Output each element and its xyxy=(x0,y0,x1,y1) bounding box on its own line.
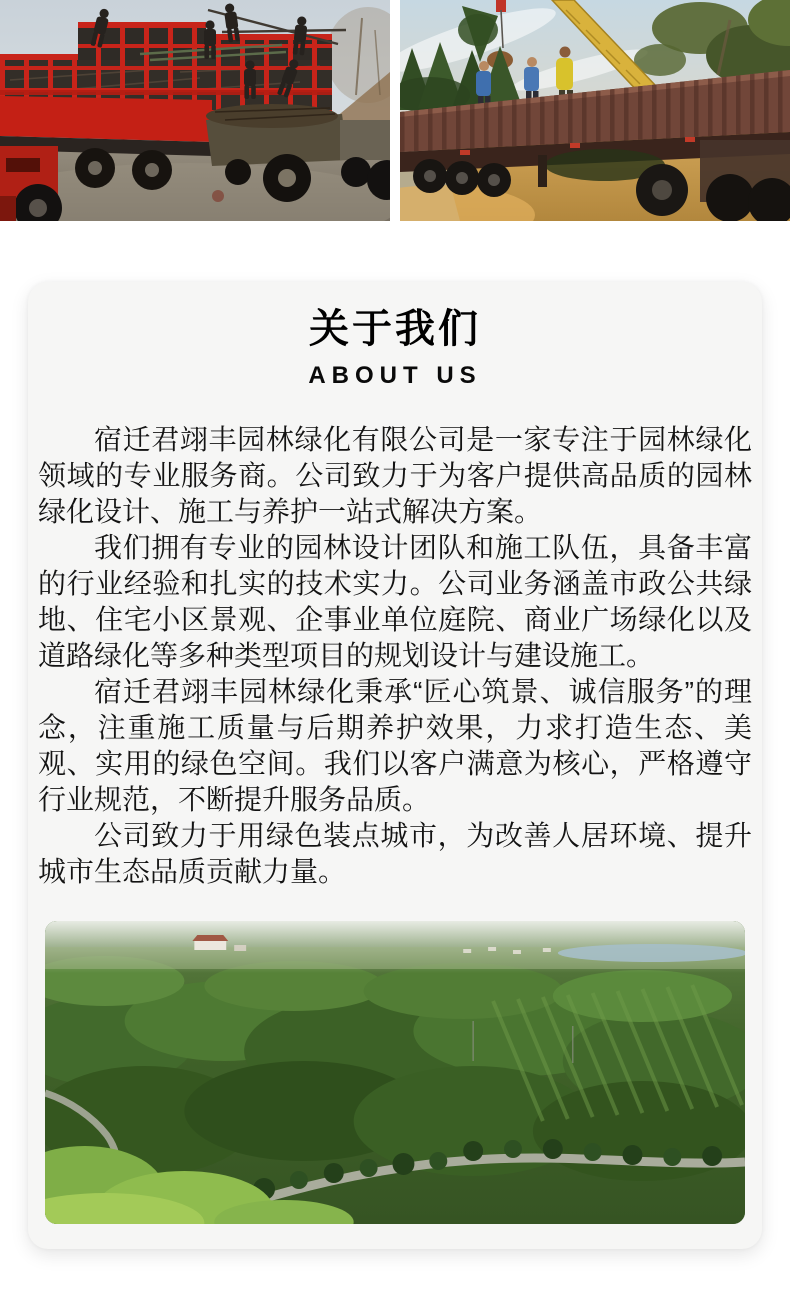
photo-crane-loading xyxy=(400,0,790,221)
about-paragraph-4: 公司致力于用绿色装点城市，为改善人居环境、提升城市生态品质贡献力量。 xyxy=(38,820,752,887)
about-paragraph-2: 我们拥有专业的园林设计团队和施工队伍，具备丰富的行业经验和扎实的技术实力。公司业务涵盖市政公共绿地、住宅小区景观、企事业单位庭院、商业广场绿化以及道路绿化等多种类型项目的规划设计与建设施工。 xyxy=(38,532,752,671)
about-paragraph-3: 宿迁君翊丰园林绿化秉承“匠心筑景、诚信服务”的理念，注重施工质量与后期养护效果，力求打造生态、美观、实用的绿色空间。我们以客户满意为核心，严格遵守行业规范，不断提升服务品质。 xyxy=(38,676,752,815)
nursery-aerial-illustration xyxy=(45,921,745,1224)
about-section xyxy=(28,282,762,1249)
page-title: 关于我们 xyxy=(309,307,481,351)
about-paragraph-1: 宿迁君翊丰园林绿化有限公司是一家专注于园林绿化领域的专业服务商。公司致力于为客户提供高品质的园林绿化设计、施工与养护一站式解决方案。 xyxy=(38,424,752,527)
photo-nursery-aerial xyxy=(45,921,745,1224)
truck-loading-illustration xyxy=(0,0,390,221)
about-text xyxy=(35,422,755,890)
photo-truck-loading xyxy=(0,0,390,221)
page-subtitle: ABOUT US xyxy=(308,362,482,389)
crane-loading-illustration xyxy=(400,0,790,221)
photo-gallery xyxy=(0,0,790,221)
